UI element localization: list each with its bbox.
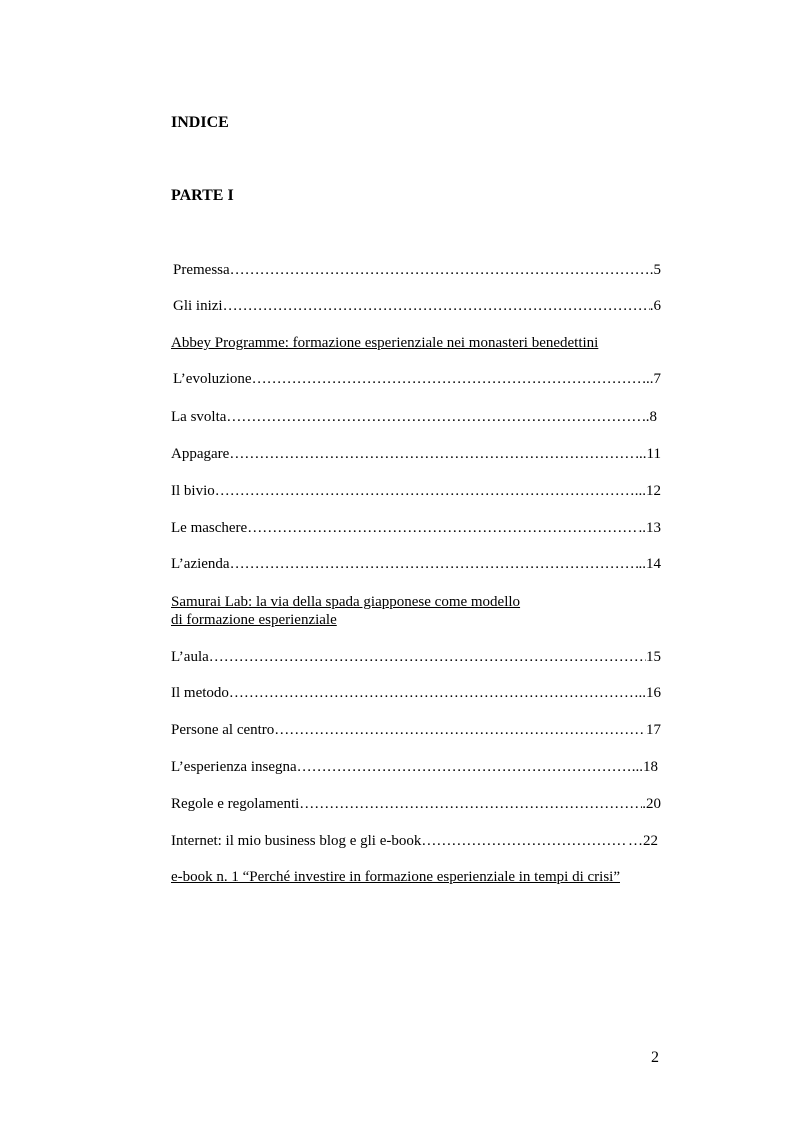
toc-entry-svolta[interactable]	[171, 408, 657, 426]
toc-entry-title: L’aula	[171, 649, 209, 665]
toc-entry-title: Gli inizi	[173, 298, 223, 314]
section-samurai-line-1: Samurai Lab: la via della spada giapponese come modello	[171, 594, 521, 610]
section-samurai-line-2: di formazione esperienziale	[171, 612, 337, 628]
toc-entry-bivio[interactable]	[171, 482, 661, 500]
toc-entry-evoluzione[interactable]	[173, 370, 661, 388]
toc-dot-leader	[299, 795, 642, 813]
toc-entry-page: …22	[628, 833, 658, 849]
section-samurai-lab[interactable]	[171, 593, 661, 629]
toc-entry-page: ..14	[638, 556, 661, 572]
toc-entry-page: ..7	[646, 371, 661, 387]
toc-entry-page: ...12	[634, 483, 661, 499]
toc-entry-title: Il bivio	[171, 483, 215, 499]
toc-entry-azienda[interactable]	[171, 555, 661, 573]
toc-dot-leader	[247, 519, 638, 537]
toc-entry-page: .20	[642, 796, 661, 812]
toc-entry-esperienza-insegna[interactable]	[171, 758, 658, 776]
toc-entry-page: .8	[645, 409, 657, 425]
part-heading: PARTE I	[171, 187, 234, 204]
toc-entry-title: Premessa	[173, 262, 230, 278]
toc-dot-leader	[209, 648, 646, 666]
toc-entry-page: ...11	[635, 446, 661, 462]
toc-dot-leader	[297, 758, 632, 776]
toc-entry-persone-al-centro[interactable]	[171, 721, 661, 739]
toc-entry-title: Persone al centro	[171, 722, 275, 738]
toc-dot-leader	[230, 555, 639, 573]
toc-entry-appagare[interactable]	[171, 445, 661, 463]
toc-entry-title: Regole e regolamenti	[171, 796, 300, 812]
toc-entry-page: .5	[649, 262, 661, 278]
toc-dot-leader	[215, 482, 635, 500]
toc-entry-gli-inizi[interactable]	[173, 297, 661, 315]
toc-entry-title: L’esperienza insegna	[171, 759, 297, 775]
toc-entry-title: Appagare	[171, 446, 230, 462]
toc-entry-regole[interactable]	[171, 795, 661, 813]
toc-dot-leader	[230, 261, 650, 279]
toc-entry-title: Le maschere	[171, 520, 248, 536]
toc-entry-title: L’evoluzione	[173, 371, 252, 387]
toc-dot-leader	[252, 370, 646, 388]
section-ebook[interactable]: e-book n. 1 “Perché investire in formazione esperienziale in tempi di crisi”	[171, 869, 620, 885]
toc-entry-title: Internet: il mio business blog e gli e-book	[171, 833, 422, 849]
toc-entry-title: L’azienda	[171, 556, 230, 572]
toc-entry-aula[interactable]	[171, 648, 661, 666]
section-abbey-programme[interactable]: Abbey Programme: formazione esperienziale nei monasteri benedettini	[171, 335, 599, 351]
index-heading: INDICE	[171, 114, 229, 131]
toc-entry-page: 15	[646, 649, 661, 665]
toc-entry-maschere[interactable]	[171, 519, 661, 537]
toc-dot-leader	[421, 832, 628, 850]
toc-entry-page: .6	[649, 298, 661, 314]
toc-entry-internet[interactable]	[171, 832, 658, 850]
toc-dot-leader	[226, 408, 645, 426]
page-number: 2	[651, 1049, 659, 1066]
toc-dot-leader	[229, 684, 639, 702]
toc-dot-leader	[223, 297, 650, 315]
toc-entry-title: La svolta	[171, 409, 227, 425]
toc-entry-premessa[interactable]	[173, 261, 661, 279]
toc-entry-page: 17	[646, 722, 661, 738]
toc-entry-page: ..13	[638, 520, 661, 536]
toc-dot-leader	[274, 721, 646, 739]
toc-entry-metodo[interactable]	[171, 684, 661, 702]
toc-entry-title: Il metodo	[171, 685, 229, 701]
toc-entry-page: ...18	[631, 759, 658, 775]
toc-entry-page: ..16	[638, 685, 661, 701]
toc-dot-leader	[229, 445, 635, 463]
